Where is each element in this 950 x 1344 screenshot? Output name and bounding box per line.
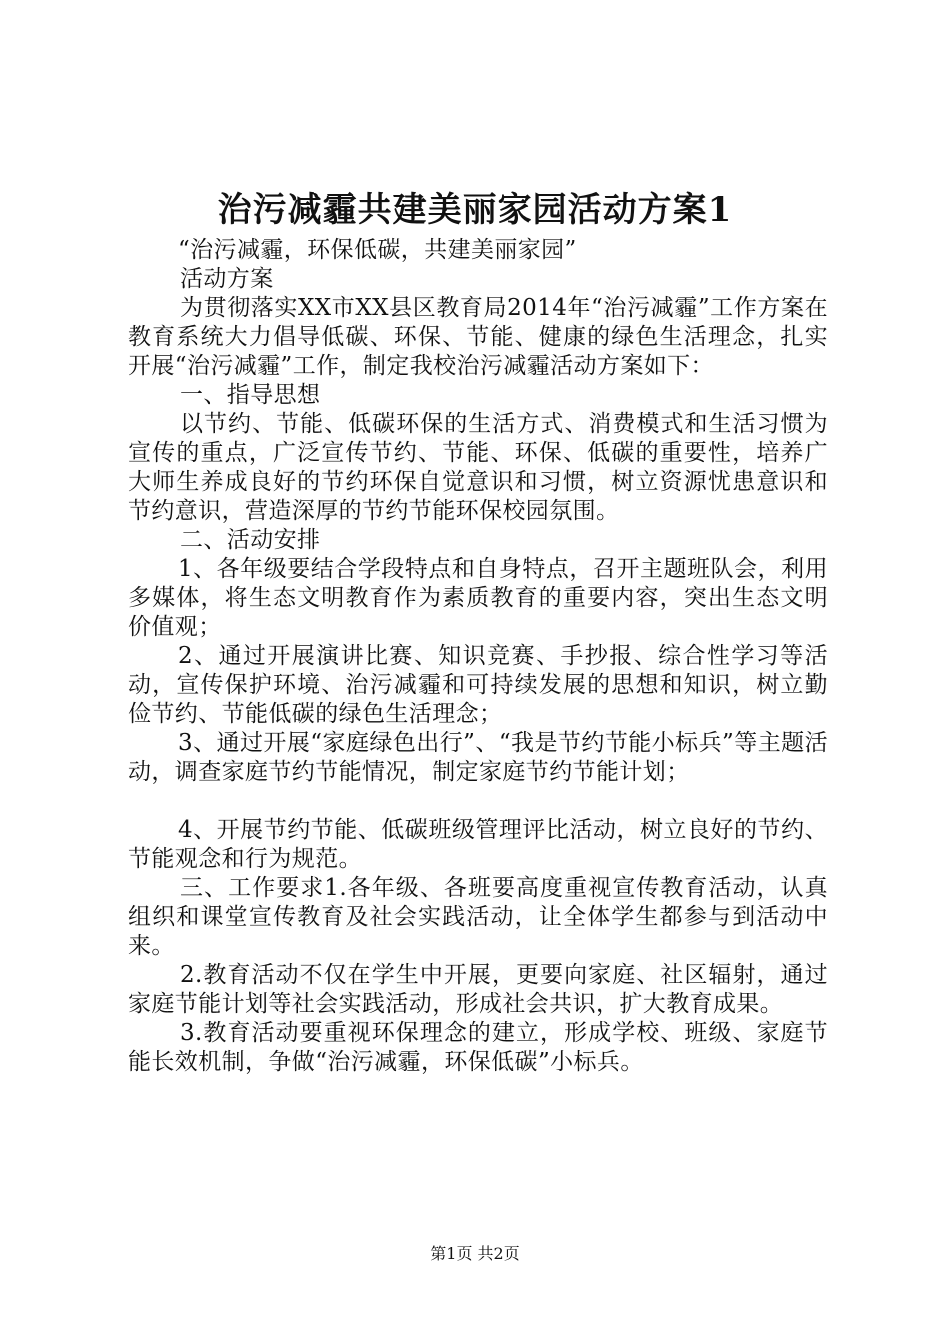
- slogan-paragraph: “治污减霾，环保低碳，共建美丽家园”: [178, 237, 577, 263]
- arrangement-item-3: 3、通过开展“家庭绿色出行”、“我是节约节能小标兵”等主题活动，调查家庭节约节能情况，制定家庭节约节能计划；: [128, 730, 828, 785]
- work-requirements-item-3: 3.教育活动要重视环保理念的建立，形成学校、班级、家庭节能长效机制，争做“治污减霾，环保低碳”小标兵。: [128, 1020, 828, 1075]
- document-title: 治污减霾共建美丽家园活动方案1: [217, 190, 733, 230]
- blank-line: [128, 787, 828, 816]
- arrangement-item-4: 4、开展节约节能、低碳班级管理评比活动，树立良好的节约、节能观念和行为规范。: [128, 817, 828, 872]
- guiding-thought-paragraph: 以节约、节能、低碳环保的生活方式、消费模式和生活习惯为宣传的重点，广泛宣传节约、节能、环保、低碳的重要性，培养广大师生养成良好的节约环保自觉意识和习惯，树立资源忧患意识和节约意识，营造深厚的节约节能环保校园氛围。: [128, 411, 828, 524]
- plan-label: 活动方案: [180, 266, 274, 292]
- section-heading-guiding-thought: 一、指导思想: [180, 382, 321, 408]
- arrangement-item-1: 1、各年级要结合学段特点和自身特点，召开主题班队会，利用多媒体，将生态文明教育作为素质教育的重要内容，突出生态文明价值观；: [128, 556, 828, 640]
- section-heading-activity-arrangement: 二、活动安排: [180, 527, 321, 553]
- intro-paragraph: 为贯彻落实XX市XX县区教育局2014年“治污减霾”工作方案在教育系统大力倡导低碳、环保、节能、健康的绿色生活理念，扎实开展“治污减霾”工作，制定我校治污减霾活动方案如下：: [128, 295, 828, 379]
- work-requirements-item-1: 三、工作要求1.各年级、各班要高度重视宣传教育活动，认真组织和课堂宣传教育及社会实践活动，让全体学生都参与到活动中来。: [128, 875, 828, 959]
- arrangement-item-2: 2、通过开展演讲比赛、知识竞赛、手抄报、综合性学习等活动，宣传保护环境、治污减霾和可持续发展的思想和知识，树立勤俭节约、节能低碳的绿色生活理念；: [128, 643, 828, 727]
- page-number-footer: 第1页 共2页: [430, 1244, 520, 1263]
- document-body: [128, 236, 828, 1077]
- work-requirements-item-2: 2.教育活动不仅在学生中开展，更要向家庭、社区辐射，通过家庭节能计划等社会实践活动，形成社会共识，扩大教育成果。: [128, 962, 828, 1017]
